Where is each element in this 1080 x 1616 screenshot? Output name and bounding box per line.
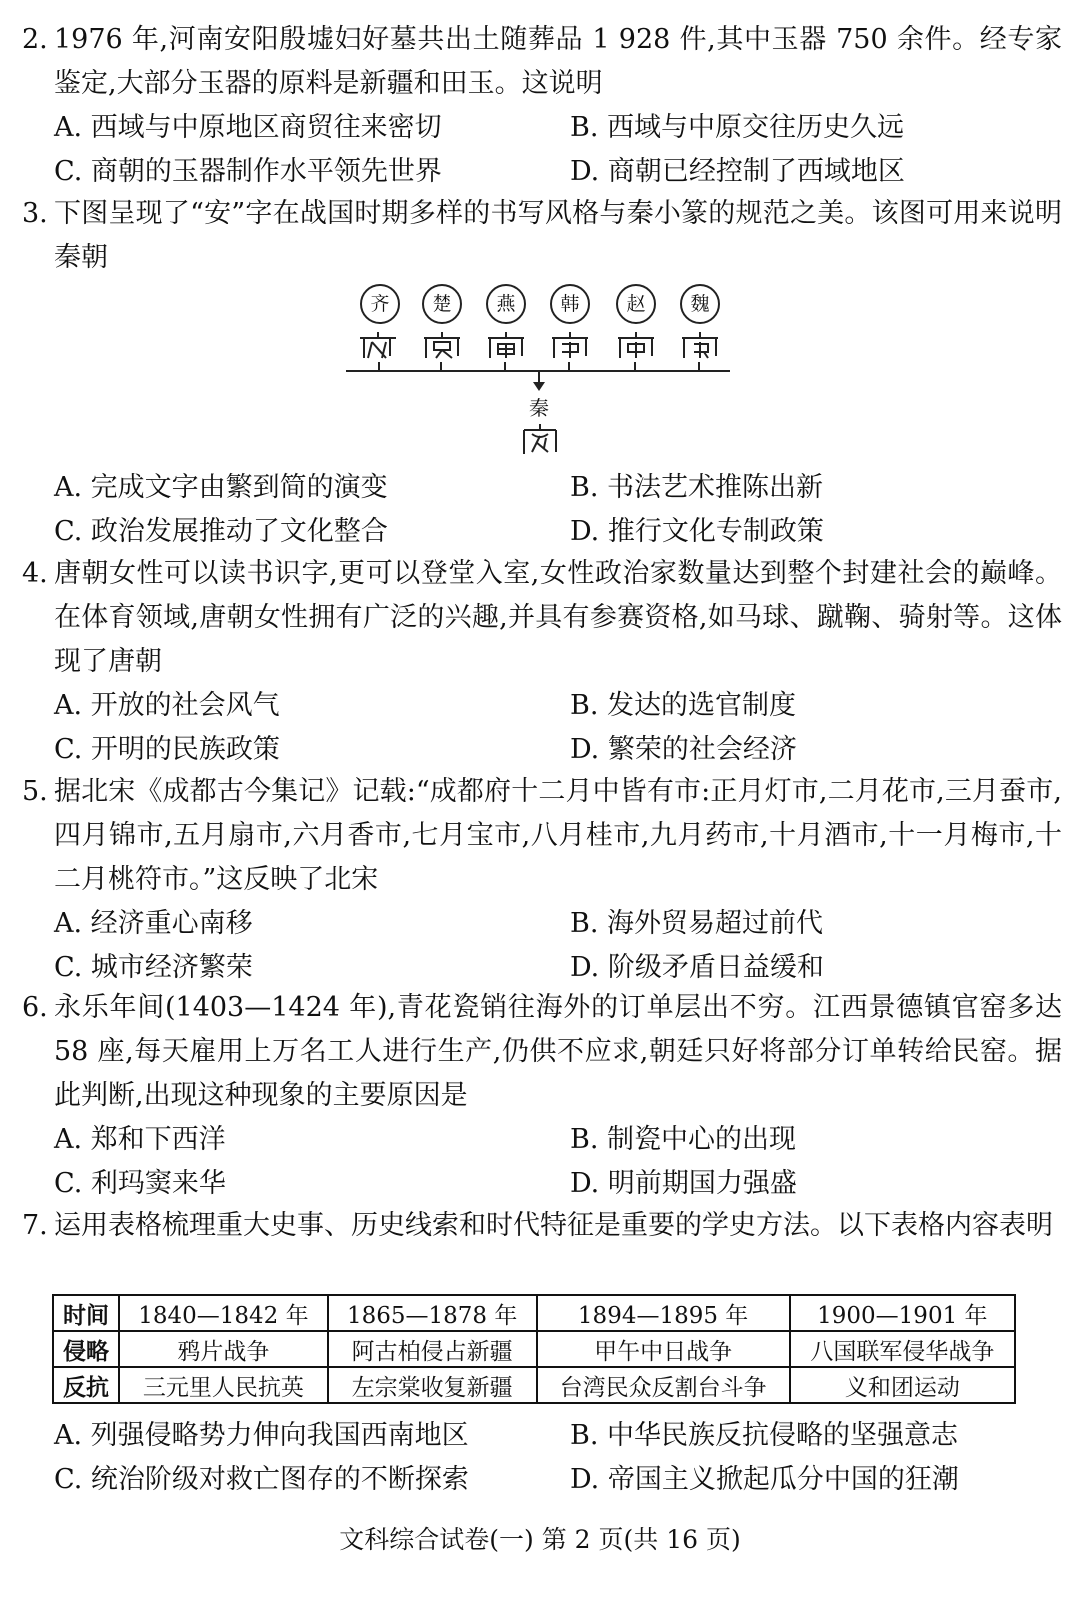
option-a: A. 开放的社会风气	[54, 690, 280, 721]
table-row	[53, 1367, 1015, 1403]
table-row	[53, 1295, 1015, 1331]
question-4	[22, 552, 1062, 772]
table-cell: 1840—1842 年	[119, 1295, 328, 1331]
an-glyph-yan	[484, 330, 528, 360]
question-3-options	[22, 466, 1062, 554]
row-header: 反抗	[53, 1367, 119, 1403]
option-a: A. 西域与中原地区商贸往来密切	[54, 112, 442, 143]
option-a: A. 列强侵略势力伸向我国西南地区	[54, 1420, 469, 1451]
an-glyph-han	[548, 330, 592, 360]
state-label-yan: 燕	[486, 284, 526, 324]
question-number: 6.	[22, 992, 48, 1023]
question-stem: 据北宋《成都古今集记》记载:“成都府十二月中皆有市:正月灯市,二月花市,三月蚕市,四月锦市,五月扇市,六月香市,七月宝市,八月桂市,九月药市,十月酒市,十一月梅市,十二月桃符市。”这反映了北宋	[54, 776, 1062, 895]
option-c: C. 城市经济繁荣	[54, 952, 253, 983]
table-row	[53, 1331, 1015, 1367]
option-d: D. 阶级矛盾日益缓和	[570, 952, 824, 983]
an-character-diagram	[340, 280, 740, 460]
option-d: D. 繁荣的社会经济	[570, 734, 797, 765]
timeline-tick	[698, 362, 700, 372]
state-label-chu: 楚	[422, 284, 462, 324]
question-stem: 1976 年,河南安阳殷墟妇好墓共出土随葬品 1 928 件,其中玉器 750 余件。经专家鉴定,大部分玉器的原料是新疆和田玉。这说明	[54, 24, 1062, 99]
question-number: 3.	[22, 198, 48, 229]
timeline-tick	[378, 362, 380, 372]
question-7	[22, 1204, 1062, 1248]
option-b: B. 发达的选官制度	[570, 690, 797, 721]
question-number: 7.	[22, 1210, 48, 1241]
page-footer: 文科综合试卷(一) 第 2 页(共 16 页)	[339, 1525, 741, 1554]
question-number: 4.	[22, 558, 48, 589]
option-b: B. 书法艺术推陈出新	[570, 472, 824, 503]
state-label-han: 韩	[550, 284, 590, 324]
question-2	[22, 18, 1062, 194]
state-label-qi: 齐	[360, 284, 400, 324]
history-table	[52, 1294, 1016, 1404]
question-number: 5.	[22, 776, 48, 807]
option-c: C. 商朝的玉器制作水平领先世界	[54, 156, 442, 187]
table-cell: 义和团运动	[790, 1367, 1015, 1403]
option-d: D. 帝国主义掀起瓜分中国的狂潮	[570, 1464, 959, 1495]
option-d: D. 推行文化专制政策	[570, 516, 824, 547]
an-glyph-wei	[678, 330, 722, 360]
question-stem: 下图呈现了“安”字在战国时期多样的书写风格与秦小篆的规范之美。该图可用来说明秦朝	[54, 198, 1062, 273]
option-b: B. 海外贸易超过前代	[570, 908, 824, 939]
question-5	[22, 770, 1062, 990]
option-b: B. 制瓷中心的出现	[570, 1124, 797, 1155]
table-cell: 八国联军侵华战争	[790, 1331, 1015, 1367]
an-glyph-chu	[420, 330, 464, 360]
option-b: B. 西域与中原交往历史久远	[570, 112, 905, 143]
state-label-zhao: 赵	[616, 284, 656, 324]
timeline-tick	[504, 362, 506, 372]
state-label-wei: 魏	[680, 284, 720, 324]
table-cell: 三元里人民抗英	[119, 1367, 328, 1403]
option-c: C. 统治阶级对救亡图存的不断探索	[54, 1464, 469, 1495]
table-cell: 1894—1895 年	[537, 1295, 790, 1331]
timeline-tick	[634, 362, 636, 372]
option-d: D. 商朝已经控制了西域地区	[570, 156, 905, 187]
question-stem: 运用表格梳理重大史事、历史线索和时代特征是重要的学史方法。以下表格内容表明	[54, 1210, 1053, 1241]
an-glyph-zhao	[614, 330, 658, 360]
table-cell: 1900—1901 年	[790, 1295, 1015, 1331]
question-stem: 永乐年间(1403—1424 年),青花瓷销往海外的订单层出不穷。江西景德镇官窑多达 58 座,每天雇用上万名工人进行生产,仍供不应求,朝廷只好将部分订单转给民窑。据此判断,出现这种现象的主要原因是	[54, 992, 1062, 1111]
row-header: 时间	[53, 1295, 119, 1331]
timeline-tick	[440, 362, 442, 372]
question-6	[22, 986, 1062, 1206]
option-c: C. 开明的民族政策	[54, 734, 280, 765]
table-cell: 1865—1878 年	[328, 1295, 537, 1331]
row-header: 侵略	[53, 1331, 119, 1367]
table-cell: 台湾民众反割台斗争	[537, 1367, 790, 1403]
option-b: B. 中华民族反抗侵略的坚强意志	[570, 1420, 959, 1451]
option-c: C. 利玛窦来华	[54, 1168, 226, 1199]
option-a: A. 郑和下西洋	[54, 1124, 226, 1155]
option-c: C. 政治发展推动了文化整合	[54, 516, 388, 547]
timeline-tick	[568, 362, 570, 372]
qin-label: 秦	[529, 396, 549, 420]
table-cell: 鸦片战争	[119, 1331, 328, 1367]
table-cell: 左宗棠收复新疆	[328, 1367, 537, 1403]
option-d: D. 明前期国力强盛	[570, 1168, 797, 1199]
question-number: 2.	[22, 24, 48, 55]
option-a: A. 完成文字由繁到简的演变	[54, 472, 388, 503]
arrow-head-icon	[533, 382, 545, 391]
option-a: A. 经济重心南移	[54, 908, 253, 939]
question-stem: 唐朝女性可以读书识字,更可以登堂入室,女性政治家数量达到整个封建社会的巅峰。在体育领域,唐朝女性拥有广泛的兴趣,并具有参赛资格,如马球、蹴鞠、骑射等。这体现了唐朝	[54, 558, 1062, 677]
table-cell: 阿古柏侵占新疆	[328, 1331, 537, 1367]
question-7-options	[22, 1414, 1062, 1502]
an-glyph-qi	[356, 330, 400, 360]
question-3	[22, 192, 1062, 280]
an-glyph-qin-seal	[518, 422, 562, 456]
table-cell: 甲午中日战争	[537, 1331, 790, 1367]
